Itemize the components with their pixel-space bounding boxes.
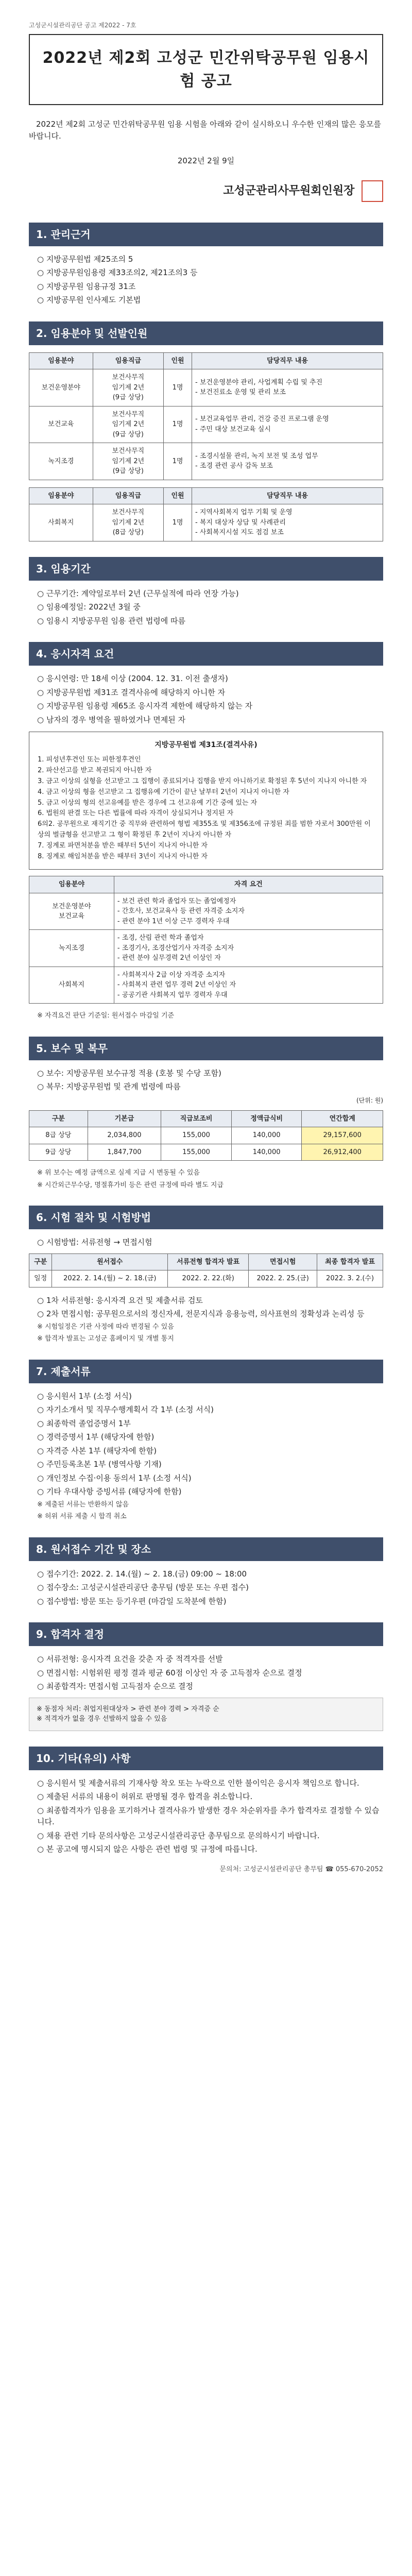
section-legal-basis bbox=[29, 223, 383, 306]
section-employment-period bbox=[29, 557, 383, 627]
section-exam-procedure bbox=[29, 1206, 383, 1344]
note-text: ※ 허위 서류 제출 시 합격 취소 bbox=[37, 1513, 127, 1521]
table-header: 최종 합격자 발표 bbox=[317, 1253, 383, 1270]
table-cell: - 보건운영분야 관리, 사업계획 수립 및 추진 - 보건진료소 운영 및 관리 보조 bbox=[192, 369, 383, 406]
list-item: ○ 자격증 사본 1부 (해당자에 한함) bbox=[37, 1446, 157, 1455]
table-cell: - 사회복지사 2급 이상 자격증 소지자 - 사회복지 관련 업무 경력 2년 이상인 자 - 공공기관 사회복지 업무 경력자 우대 bbox=[114, 967, 383, 1004]
table-cell: 보건사무직 임기제 2년 (9급 상당) bbox=[93, 406, 163, 443]
section-heading: 1. 관리근거 bbox=[29, 223, 383, 246]
table-cell: - 조경시설물 관리, 녹지 보전 및 조성 업무 - 조경 관련 공사 감독 보조 bbox=[192, 443, 383, 480]
table-header: 임용분야 bbox=[29, 876, 114, 893]
table-row bbox=[29, 1144, 383, 1161]
table-cell: 사회복지 bbox=[29, 967, 114, 1004]
table-cell: 29,157,600 bbox=[302, 1127, 383, 1144]
table-header: 임용직급 bbox=[93, 487, 163, 504]
title-box bbox=[29, 34, 383, 105]
list-item: ○ 응시연령: 만 18세 이상 (2004. 12. 31. 이전 출생자) bbox=[37, 674, 228, 683]
section-heading: 8. 원서접수 기간 및 장소 bbox=[29, 1537, 383, 1561]
box-title: 지방공무원법 제31조(결격사유) bbox=[154, 741, 258, 749]
table-row bbox=[29, 443, 383, 480]
table-row bbox=[29, 1270, 383, 1287]
intro-text: 2022년 제2회 고성군 민간위탁공무원 임용 시험을 아래와 같이 실시하오니 우수한 인재의 많은 응모를 바랍니다. bbox=[29, 120, 382, 141]
table-cell: 사회복지 bbox=[29, 504, 93, 541]
table-header: 인원 bbox=[164, 487, 192, 504]
table-cell: - 지역사회복지 업무 기획 및 운영 - 복지 대상자 상담 및 사례관리 - 사회복지시설 지도 점검 보조 bbox=[192, 504, 383, 541]
list-item: ○ 최종학력 졸업증명서 1부 bbox=[37, 1418, 131, 1428]
issuer-name: 고성군관리사무원회인원장 bbox=[223, 184, 355, 197]
table-cell: 보건사무직 임기제 2년 (8급 상당) bbox=[93, 504, 163, 541]
list-item: ○ 서류전형: 응시자격 요건을 갖춘 자 중 적격자를 선발 bbox=[37, 1654, 223, 1664]
list-item: ○ 남자의 경우 병역을 필하였거나 면제된 자 bbox=[37, 715, 186, 724]
qualification-table bbox=[29, 876, 383, 1004]
list-item: ○ 근무기간: 계약일로부터 2년 (근무실적에 따라 연장 가능) bbox=[37, 588, 239, 598]
table-cell: 2022. 2. 25.(금) bbox=[249, 1270, 317, 1287]
section-recruitment-fields bbox=[29, 321, 383, 541]
table-cell: 1명 bbox=[164, 443, 192, 480]
table-header: 담당직무 내용 bbox=[192, 352, 383, 369]
list-item: ※ 동점자 처리: 취업지원대상자 > 관련 분야 경력 > 자격증 순 bbox=[37, 1705, 219, 1713]
list-item: ○ 1차 서류전형: 응시자격 요건 및 제출서류 검토 bbox=[37, 1295, 203, 1305]
list-item: ○ 기타 우대사항 증빙서류 (해당자에 한함) bbox=[37, 1487, 182, 1497]
list-item: ○ 지방공무원법 제25조의 5 bbox=[37, 254, 133, 264]
list-item: ○ 시험방법: 서류전형 → 면접시험 bbox=[37, 1238, 152, 1247]
list-item: ○ 자기소개서 및 직무수행계획서 각 1부 (소정 서식) bbox=[37, 1405, 214, 1415]
recruitment-table bbox=[29, 352, 383, 480]
section-heading: 9. 합격자 결정 bbox=[29, 1622, 383, 1646]
section-heading: 5. 보수 및 복무 bbox=[29, 1037, 383, 1060]
table-header: 직급보조비 bbox=[161, 1110, 232, 1127]
table-cell: 26,912,400 bbox=[302, 1144, 383, 1161]
table-cell: 9급 상당 bbox=[29, 1144, 88, 1161]
list-item: 3. 금고 이상의 실형을 선고받고 그 집행이 종료되거나 집행을 받지 아니하기로 확정된 후 5년이 지나지 아니한 자 bbox=[38, 777, 367, 785]
list-item: ○ 접수기간: 2022. 2. 14.(월) ~ 2. 18.(금) 09:00 ~ 18:00 bbox=[37, 1569, 247, 1579]
list-item: ○ 채용 관련 기타 문의사항은 고성군시설관리공단 총무팀으로 문의하시기 바랍니다. bbox=[37, 1831, 320, 1840]
table-header: 구분 bbox=[29, 1253, 52, 1270]
announcement-date: 2022년 2월 9일 bbox=[177, 156, 235, 165]
table-row bbox=[29, 893, 383, 930]
table-header: 면접시험 bbox=[249, 1253, 317, 1270]
table-row bbox=[29, 406, 383, 443]
table-header: 임용분야 bbox=[29, 487, 93, 504]
table-cell: 보건교육 bbox=[29, 406, 93, 443]
section-heading: 2. 임용분야 및 선발인원 bbox=[29, 321, 383, 345]
list-item: ○ 임용예정일: 2022년 3월 중 bbox=[37, 602, 141, 612]
table-cell: 2022. 2. 14.(월) ~ 2. 18.(금) bbox=[52, 1270, 168, 1287]
list-item: ○ 임용시 지방공무원 임용 관련 법령에 따름 bbox=[37, 616, 186, 625]
note-text: ※ 합격자 발표는 고성군 홈페이지 및 개별 통지 bbox=[37, 1335, 174, 1343]
list-item: ○ 본 공고에 명시되지 않은 사항은 관련 법령 및 규정에 따릅니다. bbox=[37, 1844, 258, 1854]
list-item: ○ 2차 면접시험: 공무원으로서의 정신자세, 전문지식과 응용능력, 의사표현의 정확성과 논리성 등 bbox=[37, 1309, 365, 1319]
table-cell: 보건사무직 임기제 2년 (9급 상당) bbox=[93, 443, 163, 480]
table-cell: - 보건교육업무 관리, 건강 증진 프로그램 운영 - 주민 대상 보건교육 실시 bbox=[192, 406, 383, 443]
section-pass-decision bbox=[29, 1622, 383, 1731]
table-cell: 140,000 bbox=[231, 1127, 302, 1144]
list-item: 7. 징계로 파면처분을 받은 때부터 5년이 지나지 아니한 자 bbox=[38, 841, 208, 850]
table-cell: 2022. 3. 2.(수) bbox=[317, 1270, 383, 1287]
list-item: ○ 복무: 지방공무원법 및 관계 법령에 따름 bbox=[37, 1082, 181, 1092]
table-header: 원서접수 bbox=[52, 1253, 168, 1270]
table-row bbox=[29, 967, 383, 1004]
list-item: ○ 경력증명서 1부 (해당자에 한함) bbox=[37, 1432, 154, 1442]
table-header: 구분 bbox=[29, 1110, 88, 1127]
table-cell: 2022. 2. 22.(화) bbox=[168, 1270, 249, 1287]
table-cell: 155,000 bbox=[161, 1127, 232, 1144]
unit-label: (단위: 원) bbox=[356, 1096, 383, 1104]
list-item: ○ 접수방법: 방문 또는 등기우편 (마감일 도착분에 한함) bbox=[37, 1596, 227, 1606]
list-item: 5. 금고 이상의 형의 선고유예를 받은 경우에 그 선고유예 기간 중에 있는 자 bbox=[38, 799, 258, 807]
pay-table bbox=[29, 1110, 383, 1161]
table-row bbox=[29, 369, 383, 406]
schedule-table bbox=[29, 1253, 383, 1287]
table-cell: 1명 bbox=[164, 369, 192, 406]
section-qualifications bbox=[29, 642, 383, 1021]
list-item: 6. 법원의 판결 또는 다른 법률에 따라 자격이 상실되거나 정지된 자 bbox=[38, 809, 234, 818]
note-text: ※ 위 보수는 예정 금액으로 실제 지급 시 변동될 수 있음 bbox=[37, 1169, 200, 1177]
disqualification-box bbox=[29, 732, 383, 870]
note-text: ※ 시간외근무수당, 명절휴가비 등은 관련 규정에 따라 별도 지급 bbox=[37, 1181, 224, 1189]
section-heading: 10. 기타(유의) 사항 bbox=[29, 1747, 383, 1770]
top-label: 고성군시설관리공단 공고 제2022 - 7호 bbox=[29, 22, 136, 29]
list-item: ○ 응시원서 1부 (소정 서식) bbox=[37, 1391, 132, 1401]
table-row bbox=[29, 1127, 383, 1144]
list-item: 1. 피성년후견인 또는 피한정후견인 bbox=[38, 756, 141, 764]
recruitment-table-2 bbox=[29, 487, 383, 541]
list-item: 8. 징계로 해임처분을 받은 때부터 3년이 지나지 아니한 자 bbox=[38, 852, 208, 860]
list-item: ○ 접수장소: 고성군시설관리공단 총무팀 (방문 또는 우편 접수) bbox=[37, 1583, 249, 1592]
list-item: ○ 지방공무원 인사제도 기본법 bbox=[37, 295, 141, 304]
table-cell: 보건사무직 임기제 2년 (9급 상당) bbox=[93, 369, 163, 406]
table-row bbox=[29, 504, 383, 541]
issuer bbox=[29, 180, 383, 202]
list-item: ○ 최종합격자: 면접시험 고득점자 순으로 결정 bbox=[37, 1682, 193, 1691]
table-header: 서류전형 합격자 발표 bbox=[168, 1253, 249, 1270]
list-item: 4. 금고 이상의 형을 선고받고 그 집행유예 기간이 끝난 날부터 2년이 지나지 아니한 자 bbox=[38, 788, 289, 796]
list-item: ○ 면접시험: 시험위원 평정 결과 평균 60점 이상인 자 중 고득점자 순으로 결정 bbox=[37, 1668, 302, 1677]
table-header: 임용직급 bbox=[93, 352, 163, 369]
section-pay bbox=[29, 1037, 383, 1191]
seal-stamp-icon bbox=[362, 180, 383, 202]
notice-box bbox=[29, 1698, 383, 1731]
section-application bbox=[29, 1537, 383, 1607]
table-cell: 1명 bbox=[164, 406, 192, 443]
table-cell: 보건운영분야 보건교육 bbox=[29, 893, 114, 930]
list-item: ○ 응시원서 및 제출서류의 기재사항 착오 또는 누락으로 인한 불이익은 응시자 책임으로 합니다. bbox=[37, 1778, 359, 1788]
list-item: ○ 지방공무원 임용규정 31조 bbox=[37, 281, 136, 291]
table-cell: 녹지조경 bbox=[29, 443, 93, 480]
list-item: ○ 주민등록초본 1부 (병역사항 기재) bbox=[37, 1460, 162, 1469]
section-heading: 6. 시험 절차 및 시험방법 bbox=[29, 1206, 383, 1229]
section-heading: 4. 응시자격 요건 bbox=[29, 642, 383, 666]
table-cell: - 조경, 산림 관련 학과 졸업자 - 조경기사, 조경산업기사 자격증 소지자 - 관련 분야 실무경력 2년 이상인 자 bbox=[114, 930, 383, 967]
list-item: 6의2. 공무원으로 재직기간 중 직무와 관련하여 형법 제355조 및 제356조에 규정된 죄를 범한 자로서 300만원 이상의 벌금형을 선고받고 그 형이 확정된 후 2년이 지나지 아니한 자 bbox=[38, 820, 371, 839]
section-heading: 3. 임용기간 bbox=[29, 557, 383, 581]
table-cell: 140,000 bbox=[231, 1144, 302, 1161]
table-header: 기본급 bbox=[88, 1110, 161, 1127]
list-item: ○ 보수: 지방공무원 보수규정 적용 (호봉 및 수당 포함) bbox=[37, 1068, 221, 1078]
note-text: ※ 자격요건 판단 기준일: 원서접수 마감일 기준 bbox=[37, 1012, 175, 1020]
section-other-notes bbox=[29, 1747, 383, 1875]
table-header: 임용분야 bbox=[29, 352, 93, 369]
table-cell: 1,847,700 bbox=[88, 1144, 161, 1161]
table-row bbox=[29, 930, 383, 967]
page-title: 2022년 제2회 고성군 민간위탁공무원 임용시험 공고 bbox=[42, 49, 370, 90]
table-cell: 155,000 bbox=[161, 1144, 232, 1161]
list-item: ○ 개인정보 수집·이용 동의서 1부 (소정 서식) bbox=[37, 1473, 192, 1483]
table-header: 정액급식비 bbox=[231, 1110, 302, 1127]
table-header: 인원 bbox=[164, 352, 192, 369]
list-item: 2. 파산선고를 받고 복권되지 아니한 자 bbox=[38, 767, 152, 775]
table-cell: - 보건 관련 학과 졸업자 또는 졸업예정자 - 간호사, 보건교육사 등 관련 자격증 소지자 - 관련 분야 1년 이상 근무 경력자 우대 bbox=[114, 893, 383, 930]
section-documents bbox=[29, 1360, 383, 1522]
table-header: 담당직무 내용 bbox=[192, 487, 383, 504]
table-header: 연간합계 bbox=[302, 1110, 383, 1127]
table-cell: 녹지조경 bbox=[29, 930, 114, 967]
table-cell: 2,034,800 bbox=[88, 1127, 161, 1144]
list-item: ※ 적격자가 없을 경우 선발하지 않을 수 있음 bbox=[37, 1715, 167, 1723]
note-text: ※ 시험일정은 기관 사정에 따라 변경될 수 있음 bbox=[37, 1323, 174, 1331]
contact-info: 문의처: 고성군시설관리공단 총무팀 ☎ 055-670-2052 bbox=[219, 1865, 383, 1873]
table-cell: 보건운영분야 bbox=[29, 369, 93, 406]
list-item: ○ 지방공무원법 제31조 결격사유에 해당하지 아니한 자 bbox=[37, 687, 226, 697]
list-item: ○ 지방공무원 임용령 제65조 응시자격 제한에 해당하지 않는 자 bbox=[37, 701, 253, 710]
section-heading: 7. 제출서류 bbox=[29, 1360, 383, 1383]
table-cell: 8급 상당 bbox=[29, 1127, 88, 1144]
table-header: 자격 요건 bbox=[114, 876, 383, 893]
note-text: ※ 제출된 서류는 반환하지 않음 bbox=[37, 1500, 129, 1509]
table-cell: 1명 bbox=[164, 504, 192, 541]
list-item: ○ 최종합격자가 임용을 포기하거나 결격사유가 발생한 경우 차순위자를 추가 합격자로 결정할 수 있습니다. bbox=[37, 1805, 380, 1827]
list-item: ○ 지방공무원임용령 제33조의2, 제21조의3 등 bbox=[37, 268, 198, 277]
table-cell: 일정 bbox=[29, 1270, 52, 1287]
list-item: ○ 제출된 서류의 내용이 허위로 판명될 경우 합격을 취소합니다. bbox=[37, 1792, 253, 1802]
